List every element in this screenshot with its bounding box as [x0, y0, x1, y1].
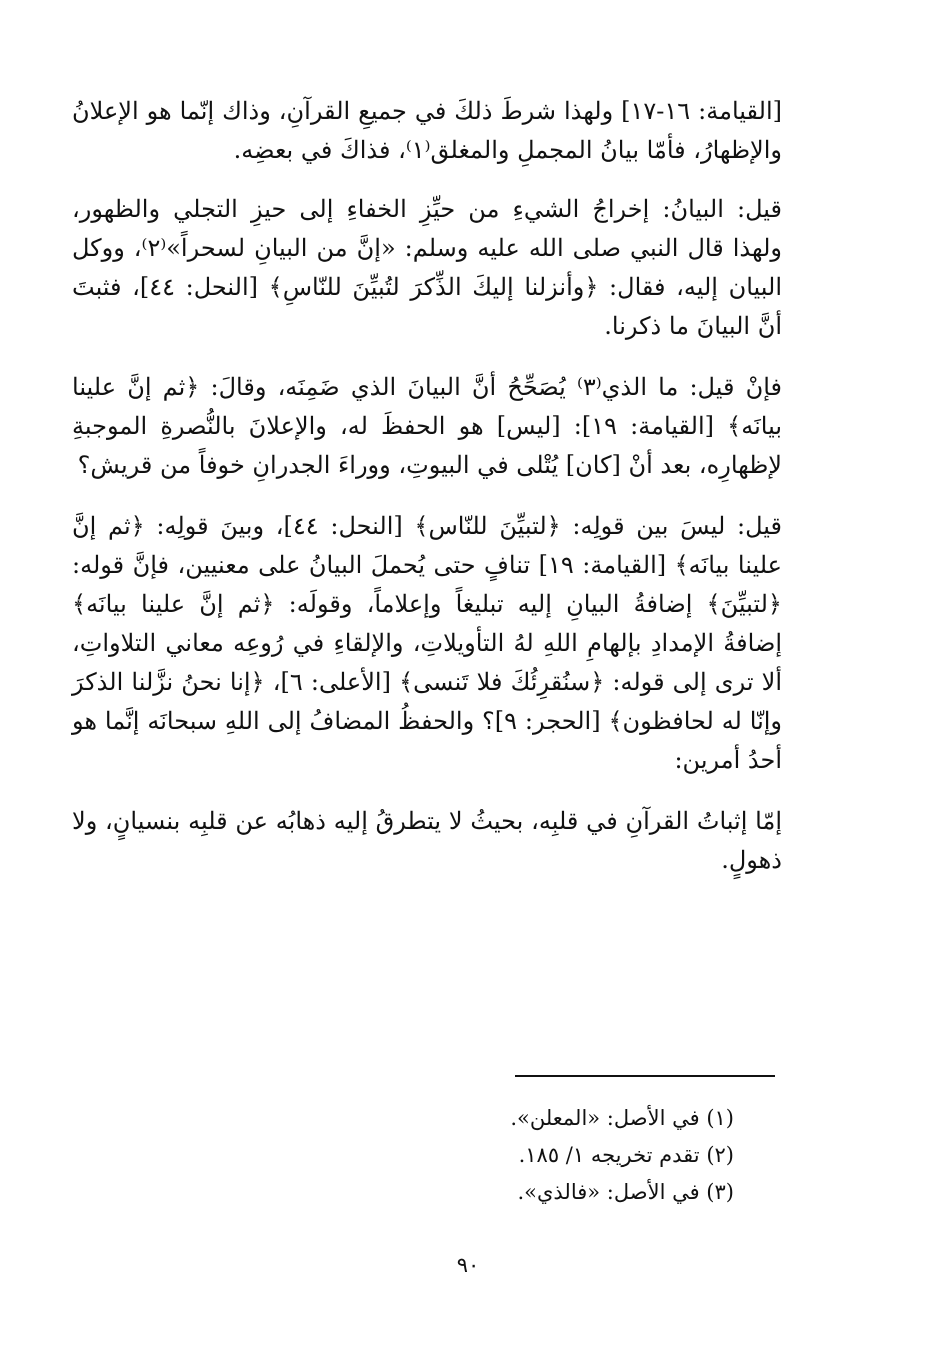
footnotes [174, 1100, 734, 1211]
paragraph-3: فإنْ قيل: ما الذي⁽٣⁾ يُصَحِّحُ أنَّ البيانَ الذي ضَمِنَه، وقالَ: ﴿ثم إنَّ علينا بيانَه﴾ [القيامة: ١٩]: [ليس] هو الحفظَ له، والإعلانَ بالنُّصرةِ الموجبةِ لإظهارِه، بعد أنْ [كان] يُتْلى في البيوتِ، ووراءَ الجدرانِ خوفاً من قريش؟ [72, 373, 782, 479]
paragraph-4: قيل: ليسَ بين قولِه: ﴿لتبيِّنَ للنّاس﴾ [النحل: ٤٤]، وبينَ قولِه: ﴿ثم إنَّ علينا بيانَه﴾ [القيامة: ١٩] تنافٍ حتى يُحملَ البيانُ على معنيين، فإنَّ قوله: ﴿لتبيِّنَ﴾ إضافةُ البيانِ إليه تبليغاً وإعلاماً، وقولَه: ﴿ثم إنَّ علينا بيانَه﴾ إضافةُ الإمدادِ بإلهامِ اللهِ لهُ التأويلاتِ، والإلقاءِ في رُوعِه معاني التلاواتِ، ألا ترى إلى قوله: ﴿سنُقرِئُكَ فلا تَنسى﴾ [الأعلى: ٦]، ﴿إنا نحنُ نزَّلنا الذكرَ وإنّا له لحافظون﴾ [الحجر: ٩]؟ والحفظُ المضافُ إلى اللهِ سبحانَه إنَّما هو أحدُ أمرين: [72, 512, 783, 774]
paragraph-1: [القيامة: ١٦-١٧] ولهذا شرطَ ذلكَ في جميعِ القرآنِ، وذاك إنّما هو الإعلانُ والإظهارُ، فأمّا بيانُ المجملِ والمغلق⁽١⁾، فذاكَ في بعضِه. [72, 97, 782, 164]
footnote-1: (١) في الأصل: «المعلن». [510, 1106, 734, 1130]
page-number: ٩٠ [456, 1253, 480, 1277]
main-text [72, 92, 782, 902]
paragraph-2: قيل: البيانُ: إخراجُ الشيءِ من حيِّزِ الخفاءِ إلى حيزِ التجلي والظهور، ولهذا قال النبي صلى الله عليه وسلم: «إنَّ من البيانِ لسحراً»⁽٢⁾، ووكل البيان إليه، فقال: ﴿وأنزلنا إليكَ الذِّكرَ لتُبيِّنَ للنّاسِ﴾ [النحل: ٤٤]، فثبتَ أنَّ البيانَ ما ذكرنا. [72, 195, 782, 340]
footnote-separator [515, 1075, 775, 1077]
paragraph-5: إمّا إثباتُ القرآنِ في قلبِه، بحيثُ لا يتطرقُ إليه ذهابُه عن قلبِه بنسيانٍ، ولا ذهولٍ. [72, 807, 782, 874]
footnote-3: (٣) في الأصل: «فالذي». [517, 1180, 734, 1204]
footnote-2: (٢) تقدم تخريجه ١/ ١٨٥. [518, 1143, 734, 1167]
